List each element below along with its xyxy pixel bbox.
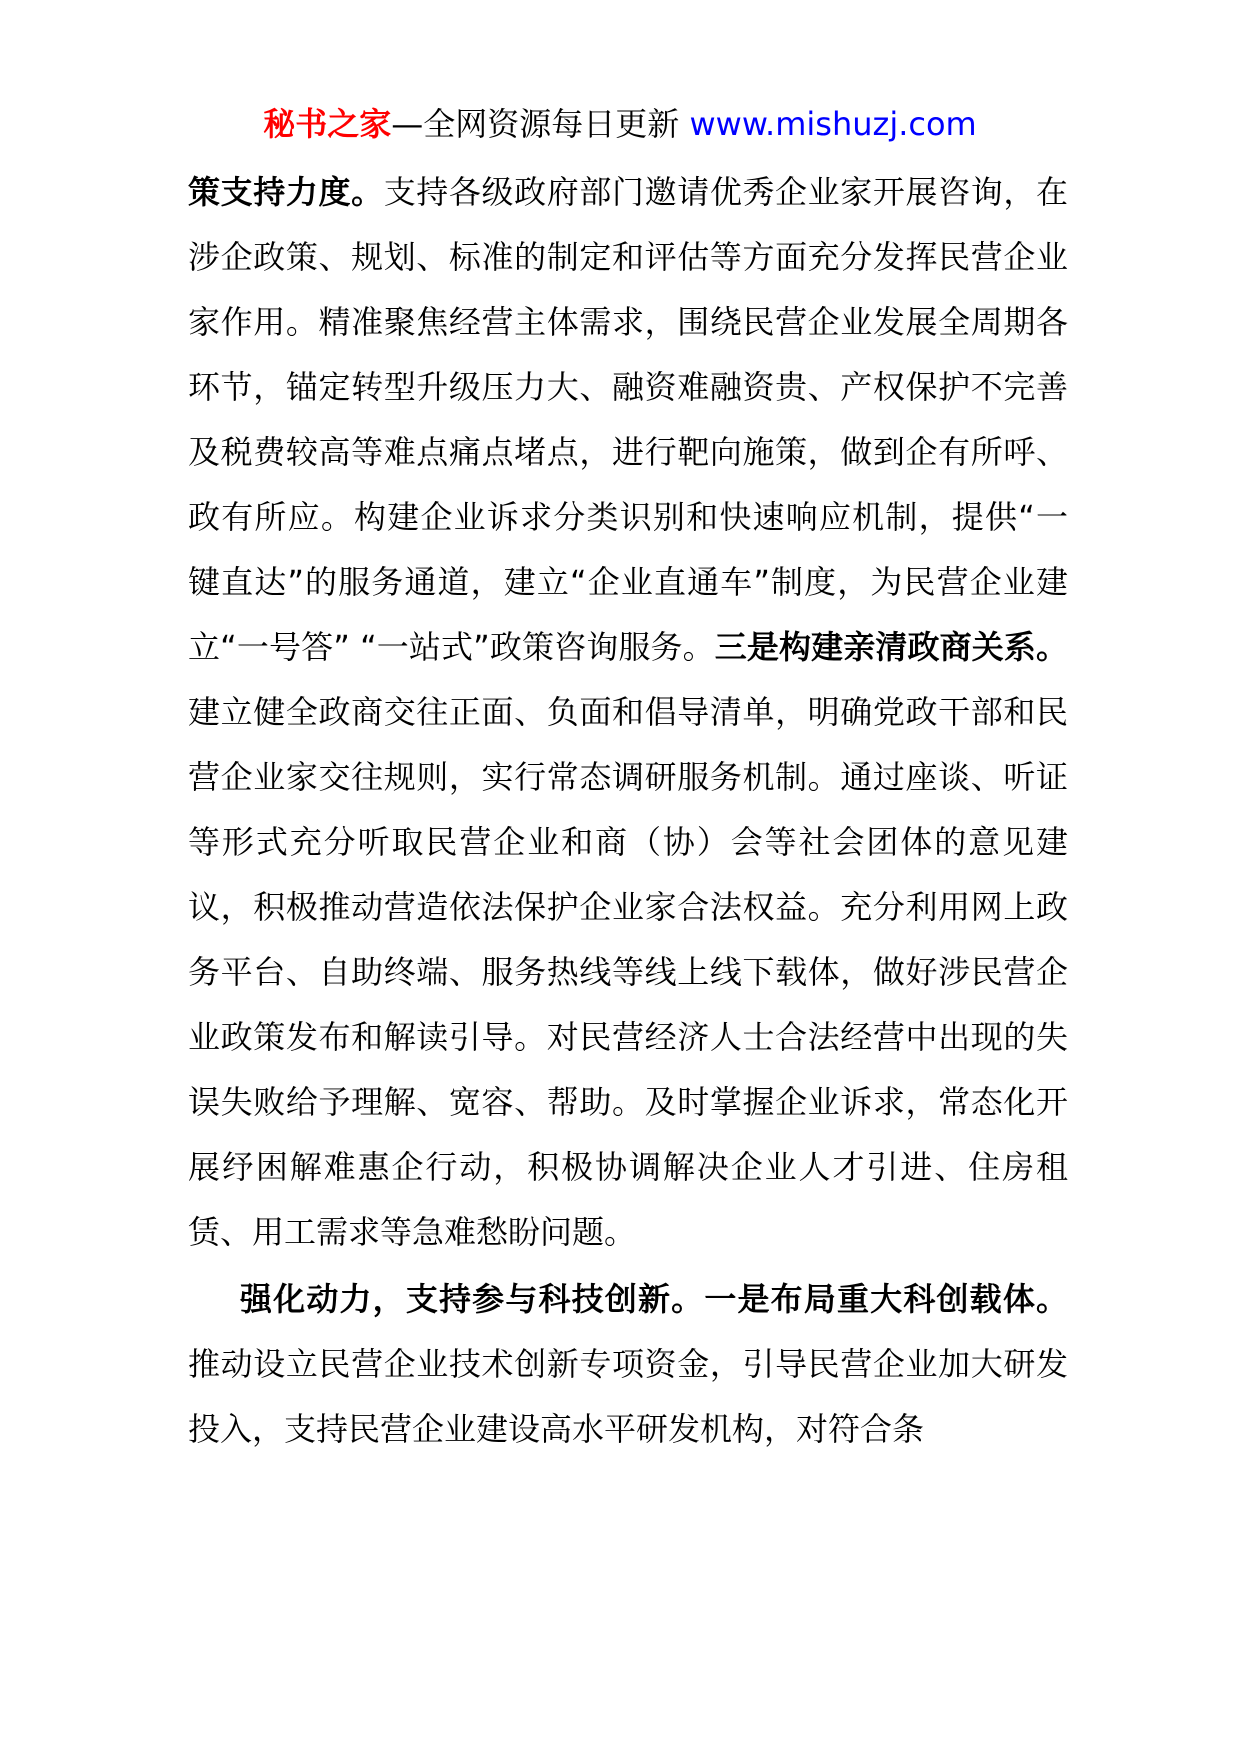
document-body (188, 160, 1068, 1462)
site-tagline: —全网资源每日更新 (391, 105, 680, 143)
paragraph-text: 建立健全政商交往正面、负面和倡导清单，明确党政干部和民营企业家交往规则，实行常态调研服务机制。通过座谈、听证等形式充分听取民营企业和商（协）会等社会团体的意见建议，积极推动营造依法保护企业家合法权益。充分利用网上政务平台、自助终端、服务热线等线上线下载体，做好涉民营企业政策发布和解读引导。对民营经济人士合法经营中出现的失误失败给予理解、宽容、帮助。及时掌握企业诉求，常态化开展纾困解难惠企行动，积极协调解决企业人才引进、住房租赁、用工需求等急难愁盼问题。 (188, 693, 1068, 1251)
section-heading-bold: 三是构建亲清政商关系。 (714, 628, 1068, 666)
site-header (0, 100, 1240, 148)
paragraph-lead-bold: 策支持力度。 (188, 173, 384, 211)
paragraph-tech-innovation (188, 1267, 1068, 1462)
section-heading-bold: 强化动力，支持参与科技创新。一是布局重大科创载体。 (240, 1280, 1068, 1318)
site-url-link[interactable]: www.mishuzj.com (689, 105, 977, 143)
site-brand: 秘书之家 (263, 105, 392, 143)
paragraph-policy-support (188, 160, 1068, 1265)
paragraph-text: 支持各级政府部门邀请优秀企业家开展咨询，在涉企政策、规划、标准的制定和评估等方面充分发挥民营企业家作用。精准聚焦经营主体需求，围绕民营企业发展全周期各环节，锚定转型升级压力大、融资难融资贵、产权保护不完善及税费较高等难点痛点堵点，进行靶向施策，做到企有所呼、政有所应。构建企业诉求分类识别和快速响应机制，提供“一键直达”的服务通道，建立“企业直通车”制度，为民营企业建立“一号答” “一站式”政策咨询服务。 (188, 173, 1068, 666)
paragraph-text: 推动设立民营企业技术创新专项资金，引导民营企业加大研发投入，支持民营企业建设高水平研发机构，对符合条 (188, 1345, 1068, 1448)
